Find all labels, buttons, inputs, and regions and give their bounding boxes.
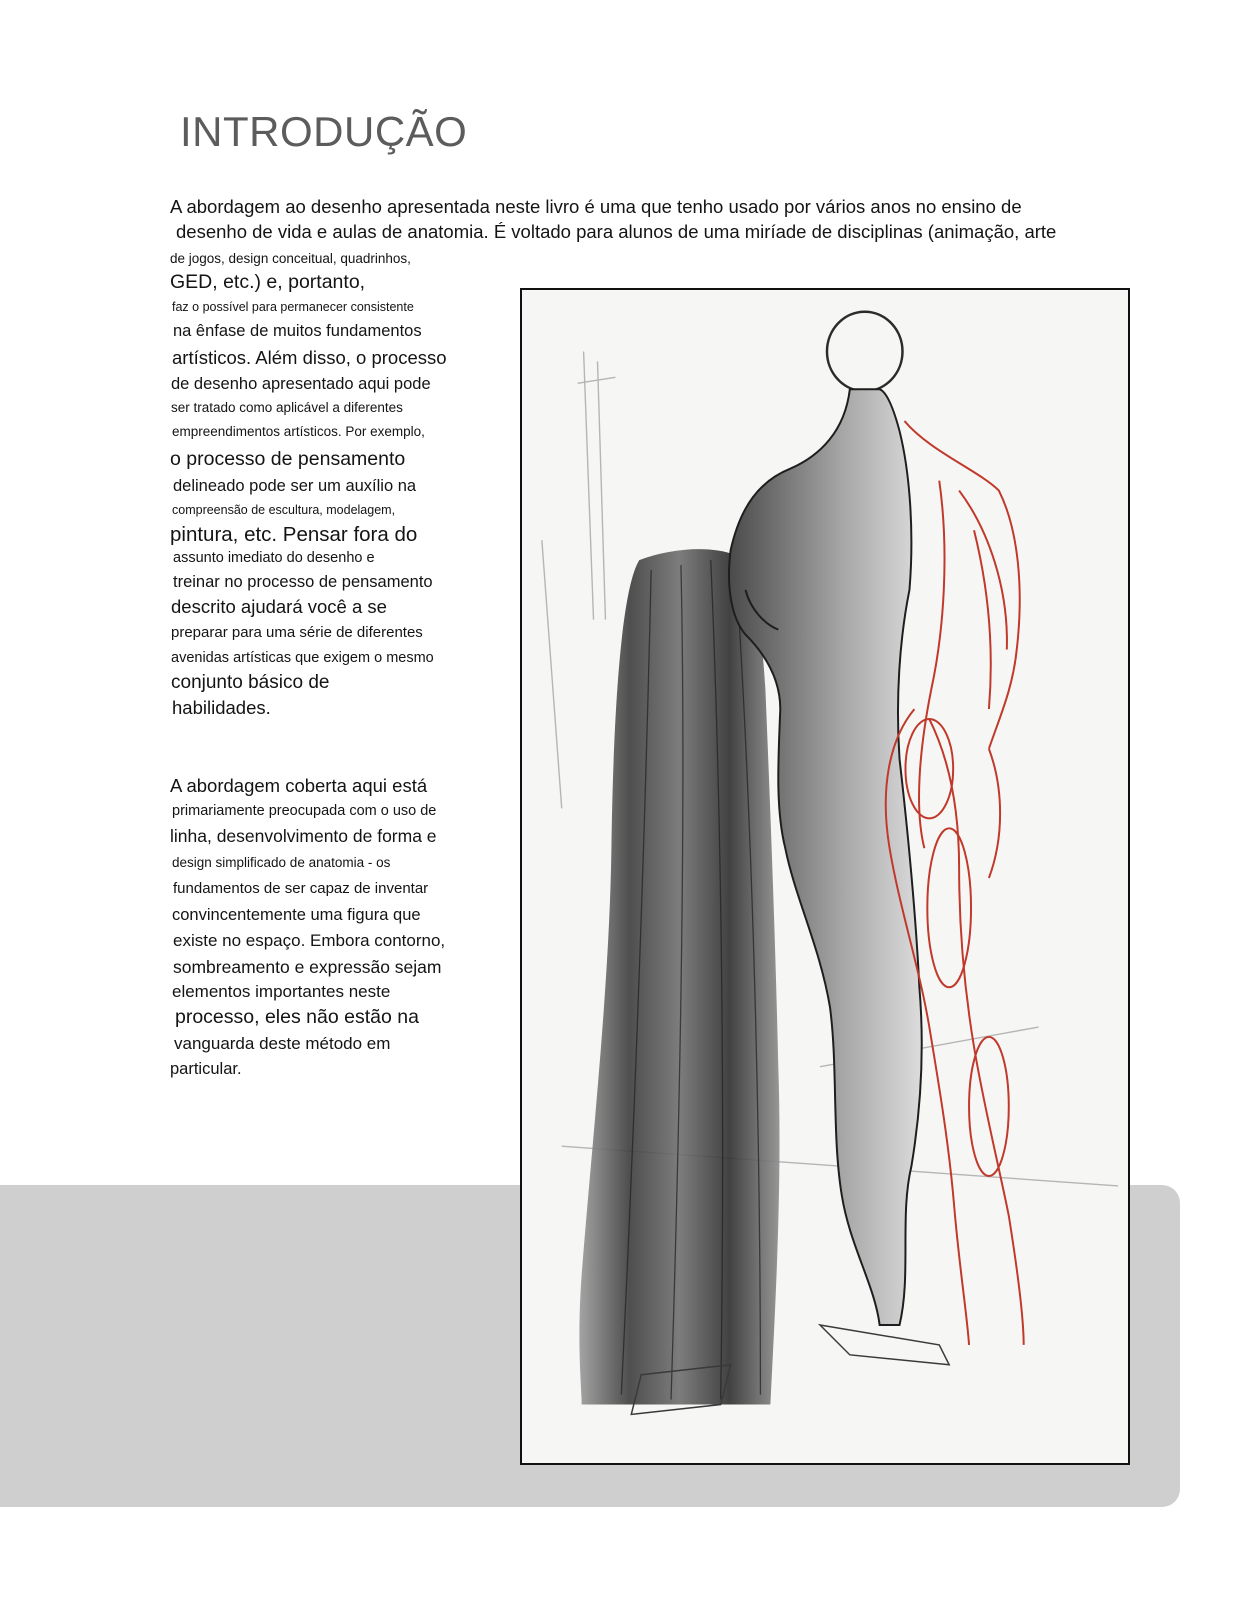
intro-line-1: A abordagem ao desenho apresentada neste livro é uma que tenho usado por vários anos no ensino de [170, 196, 1022, 217]
figure-drawing-illustration [520, 288, 1130, 1465]
paragraph-line: compreensão de escultura, modelagem, [172, 503, 396, 517]
paragraph-line: existe no espaço. Embora contorno, [173, 931, 446, 950]
text-column-1 [170, 248, 500, 720]
paragraph-line: habilidades. [172, 697, 271, 718]
paragraph-line: design simplificado de anatomia - os [172, 855, 391, 870]
figure-drawing-svg [522, 290, 1128, 1463]
paragraph-line: de desenho apresentado aqui pode [171, 375, 431, 393]
paragraph-line: faz o possível para permanecer consistente [172, 300, 414, 314]
paragraph-line: preparar para uma série de diferentes [171, 624, 423, 641]
paragraph-line: linha, desenvolvimento de forma e [170, 826, 437, 846]
paragraph-line: conjunto básico de [171, 672, 330, 693]
paragraph-line: A abordagem coberta aqui está [170, 775, 428, 796]
paragraph-line: pintura, etc. Pensar fora do [170, 523, 418, 546]
paragraph-line: o processo de pensamento [170, 448, 406, 470]
paragraph-line: processo, eles não estão na [175, 1006, 419, 1028]
paragraph-line: avenidas artísticas que exigem o mesmo [171, 650, 434, 666]
paragraph-line: vanguarda deste método em [174, 1034, 391, 1053]
paragraph-line: elementos importantes neste [172, 982, 391, 1001]
paragraph-line: empreendimentos artísticos. Por exemplo, [172, 424, 425, 439]
paragraph-line: ser tratado como aplicável a diferentes [171, 400, 403, 415]
paragraph-line: treinar no processo de pensamento [173, 573, 433, 591]
paragraph-line: na ênfase de muitos fundamentos [173, 322, 422, 340]
paragraph-line: convincentemente uma figura que [172, 906, 421, 924]
paragraph-line: fundamentos de ser capaz de inventar [173, 880, 429, 897]
paragraph-line: particular. [170, 1060, 242, 1078]
text-column-2 [170, 772, 500, 1081]
paragraph-line: primariamente preocupada com o uso de [172, 803, 437, 819]
paragraph-line: GED, etc.) e, portanto, [170, 271, 366, 293]
intro-line-2: desenho de vida e aulas de anatomia. É voltado para alunos de uma miríade de disciplinas (animação, arte [176, 221, 1057, 242]
paragraph-line: sombreamento e expressão sejam [173, 957, 442, 977]
paragraph-line: delineado pode ser um auxílio na [173, 477, 417, 495]
page-title: INTRODUÇÃO [180, 108, 468, 155]
paragraph-line: de jogos, design conceitual, quadrinhos, [170, 251, 411, 266]
paragraph-line: assunto imediato do desenho e [173, 550, 375, 566]
paragraph-line: descrito ajudará você a se [171, 596, 387, 617]
paragraph-line: artísticos. Além disso, o processo [172, 347, 447, 368]
